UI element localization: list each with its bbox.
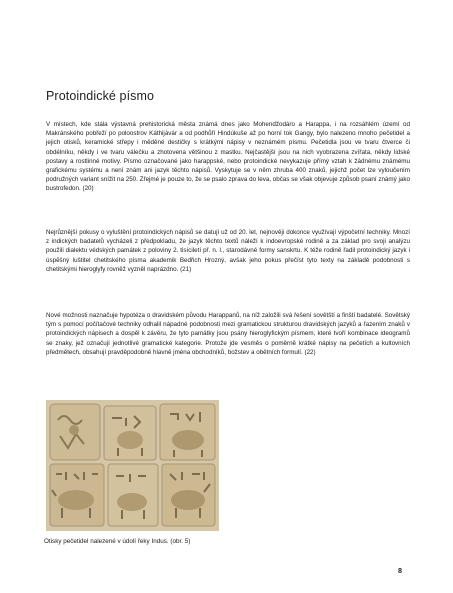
seal-impressions-illustration	[46, 400, 219, 531]
page-number: 8	[398, 566, 402, 575]
paragraph-2: Nejrůznější pokusy o vyluštění protoindických nápisů se datují už od 20. let, nejnověji dokonce využívají výpočetní techniky. Mnozí z indických badatelů vycházeli z předpokladu, že jazyk těchto textů náleží k indoevropské rodině a za základ pro svoji analýzu použili dialektu védských památek z poloviny 2. tisíciletí př. n. l., starodávné formy sanskrtu. K téže rodině řadil protoindický jazyk i úspěšný luštitel chetitského písma akademik Bedřich Hrozný, avšak jeho pokus přečíst tyto texty na základě podobnosti s chetitskými hieroglyfy rovněž vyzněl naprázdno. (21)	[46, 229, 410, 273]
paragraph-3: Nové možnosti naznačuje hypotéza o dravidském původu Harappanů, na níž založili svá řešení sovětští a finští badatelé. Sovětský tým s pomocí počítačové techniky odhalil nápadné podobnosti mezi gramatickou strukturou dravidských jazyků a řazením znaků v protoindických nápisech a dospěl k závěru, že tyto památky jsou psány hieroglyfickým písmem, které tvoří kombinace ideogramů se znaky, jež označují jednotlivé gramatické kategorie. Protože jde vesměs o poměrně krátké nápisy na pečetích a kultovních předmětech, obsahují pravděpodobně hlavně jména obchodníků, božstev a obětních formulí. (22)	[46, 312, 410, 356]
figure-caption: Otisky pečetidel nalezené v údolí řeky Indus. (obr. 5)	[44, 538, 191, 545]
seal-impressions-photo	[46, 400, 219, 531]
section-heading: Protoindické písmo	[46, 89, 155, 103]
paragraph-1: V místech, kde stála výstavná prehistorická města známá dnes jako Mohendžodáro a Harappa, i na rozsáhlém území od Makránského pobřeží po poloostrov Káthijávár a od podhůří Hindúkuše až po horní tok Gangy, bylo nalezeno mnoho pečetidel a jejich otisků, keramické střepy i měděné destičky s krátkými nápisy v neznámém písmu. Pečetidla jsou ve tvaru čtverce či obdélníku, někdy i ve tvaru válečku a zhotovena většinou z mastku. Nejčastější jsou na nich vyobrazena zvířata, někdy lidské postavy a rostlinné motivy. Písmo označované jako harappské, nebo protoindické nevykazuje přímý vztah k žádnému známému grafickému systému a není znám ani jazyk těchto nápisů. Vyskytuje se v něm zhruba 400 znaků, jejichž počet lze vyloučením podružných variant snížit na 250. Zřejmé je pouze to, že se psalo zprava do leva, občas se však objevuje způsob psaní známý jako bustrofedon. (20)	[46, 121, 410, 193]
